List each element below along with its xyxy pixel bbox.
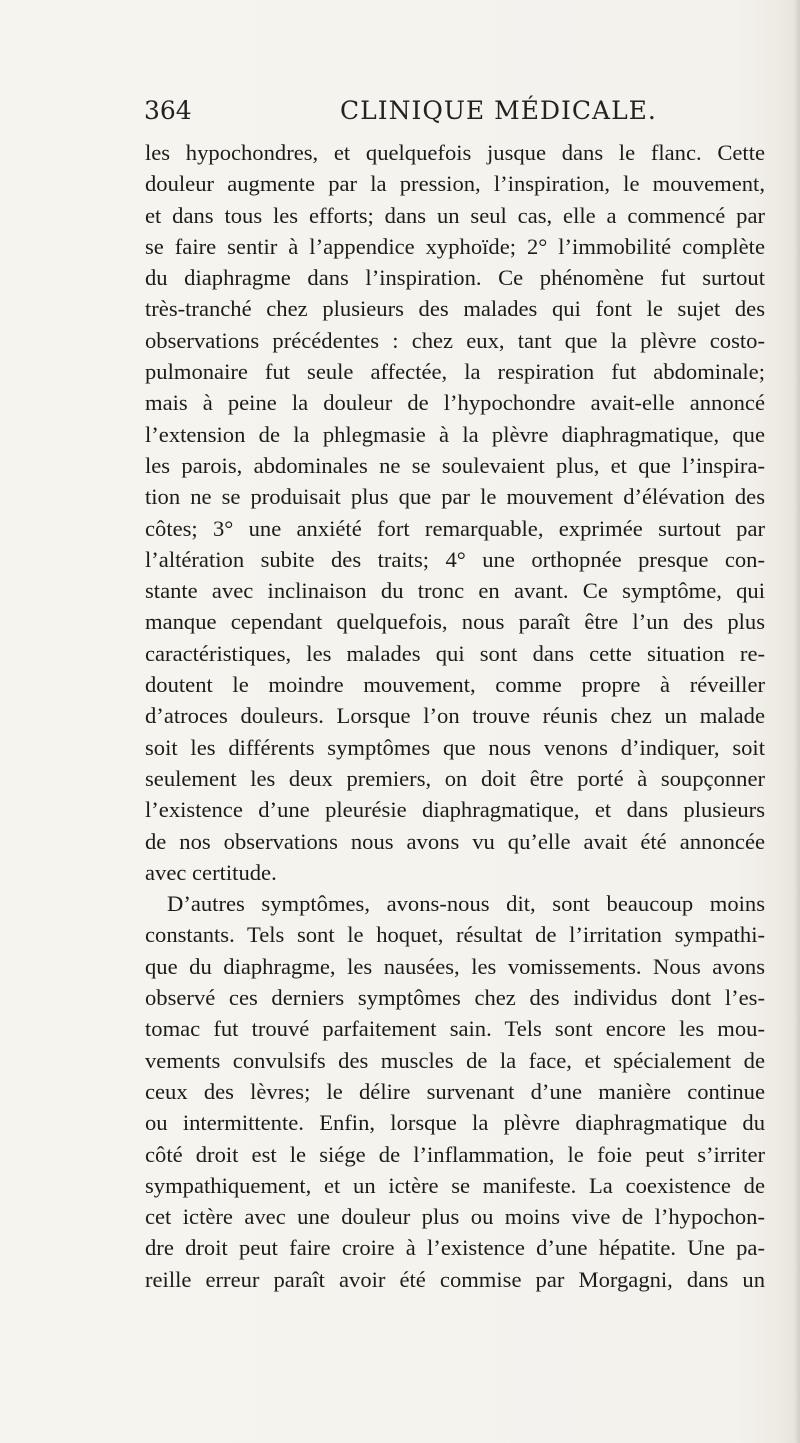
text-line: tion ne se produisait plus que par le mouvement d’élévation des [145,484,765,510]
text-line: observations précédentes : chez eux, tant que la plèvre costo- [145,327,765,353]
page-number: 364 [144,96,192,125]
text-line: vements convulsifs des muscles de la face, et spécialement de [145,1047,765,1073]
text-line: tomac fut trouvé parfaitement sain. Tels sont encore les mou- [145,1016,765,1042]
text-line: du diaphragme dans l’inspiration. Ce phénomène fut surtout [145,265,765,291]
running-head: CLINIQUE MÉDICALE. [340,96,657,125]
text-line: ou intermittente. Enfin, lorsque la plèvre diaphragmatique du [145,1110,765,1136]
text-line: côtes; 3° une anxiété fort remarquable, exprimée surtout par [145,515,765,541]
text-line: sympathiquement, et un ictère se manifeste. La coexistence de [145,1172,765,1198]
text-line: l’altération subite des traits; 4° une orthopnée presque con- [145,546,765,572]
text-line: dre droit peut faire croire à l’existence d’une hépatite. Une pa- [145,1235,765,1261]
text-line: d’atroces douleurs. Lorsque l’on trouve réunis chez un malade [145,703,765,729]
text-line: doutent le moindre mouvement, comme propre à réveiller [145,672,765,698]
text-line: constants. Tels sont le hoquet, résultat de l’irritation sympathi- [145,922,765,948]
text-line: seulement les deux premiers, on doit être porté à soupçonner [145,765,765,791]
text-line: caractéristiques, les malades qui sont dans cette situation re- [145,640,765,666]
text-line: ceux des lèvres; le délire survenant d’une manière continue [145,1078,765,1104]
text-line: stante avec inclinaison du tronc en avant. Ce symptôme, qui [145,578,765,604]
text-line: reille erreur paraît avoir été commise par Morgagni, dans un [145,1266,765,1292]
text-line: les hypochondres, et quelquefois jusque dans le flanc. Cette [145,140,765,165]
text-line: les parois, abdominales ne se soulevaient plus, et que l’inspira- [145,452,765,478]
text-line: et dans tous les efforts; dans un seul cas, elle a commencé par [145,202,765,228]
text-line: pulmonaire fut seule affectée, la respiration fut abdominale; [145,359,765,385]
text-line: très-tranché chez plusieurs des malades qui font le sujet des [145,296,765,322]
text-line: douleur augmente par la pression, l’inspiration, le mouvement, [145,171,765,197]
page-edge-shadow [794,0,800,1443]
text-line: que du diaphragme, les nausées, les vomissements. Nous avons [145,953,765,979]
text-line: cet ictère avec une douleur plus ou moins vive de l’hypochon- [145,1204,765,1230]
text-line: l’extension de la phlegmasie à la plèvre diaphragmatique, que [145,421,765,447]
text-line: observé ces derniers symptômes chez des individus dont l’es- [145,985,765,1011]
paragraph-start-line: D’autres symptômes, avons-nous dit, sont beaucoup moins [167,891,765,917]
body-text [145,137,765,1295]
text-line: mais à peine la douleur de l’hypochondre avait-elle annoncé [145,390,765,416]
paragraph-end-line: avec certitude. [145,859,277,885]
text-line: côté droit est le siége de l’inflammation, le foie peut s’irriter [145,1141,765,1167]
page-header [144,96,754,136]
text-line: soit les différents symptômes que nous venons d’indiquer, soit [145,734,765,760]
text-line: manque cependant quelquefois, nous paraît être l’un des plus [145,609,765,635]
text-line: de nos observations nous avons vu qu’elle avait été annoncée [145,828,765,854]
text-line: se faire sentir à l’appendice xyphoïde; 2° l’immobilité complète [145,233,765,259]
text-line: l’existence d’une pleurésie diaphragmatique, et dans plusieurs [145,797,765,823]
